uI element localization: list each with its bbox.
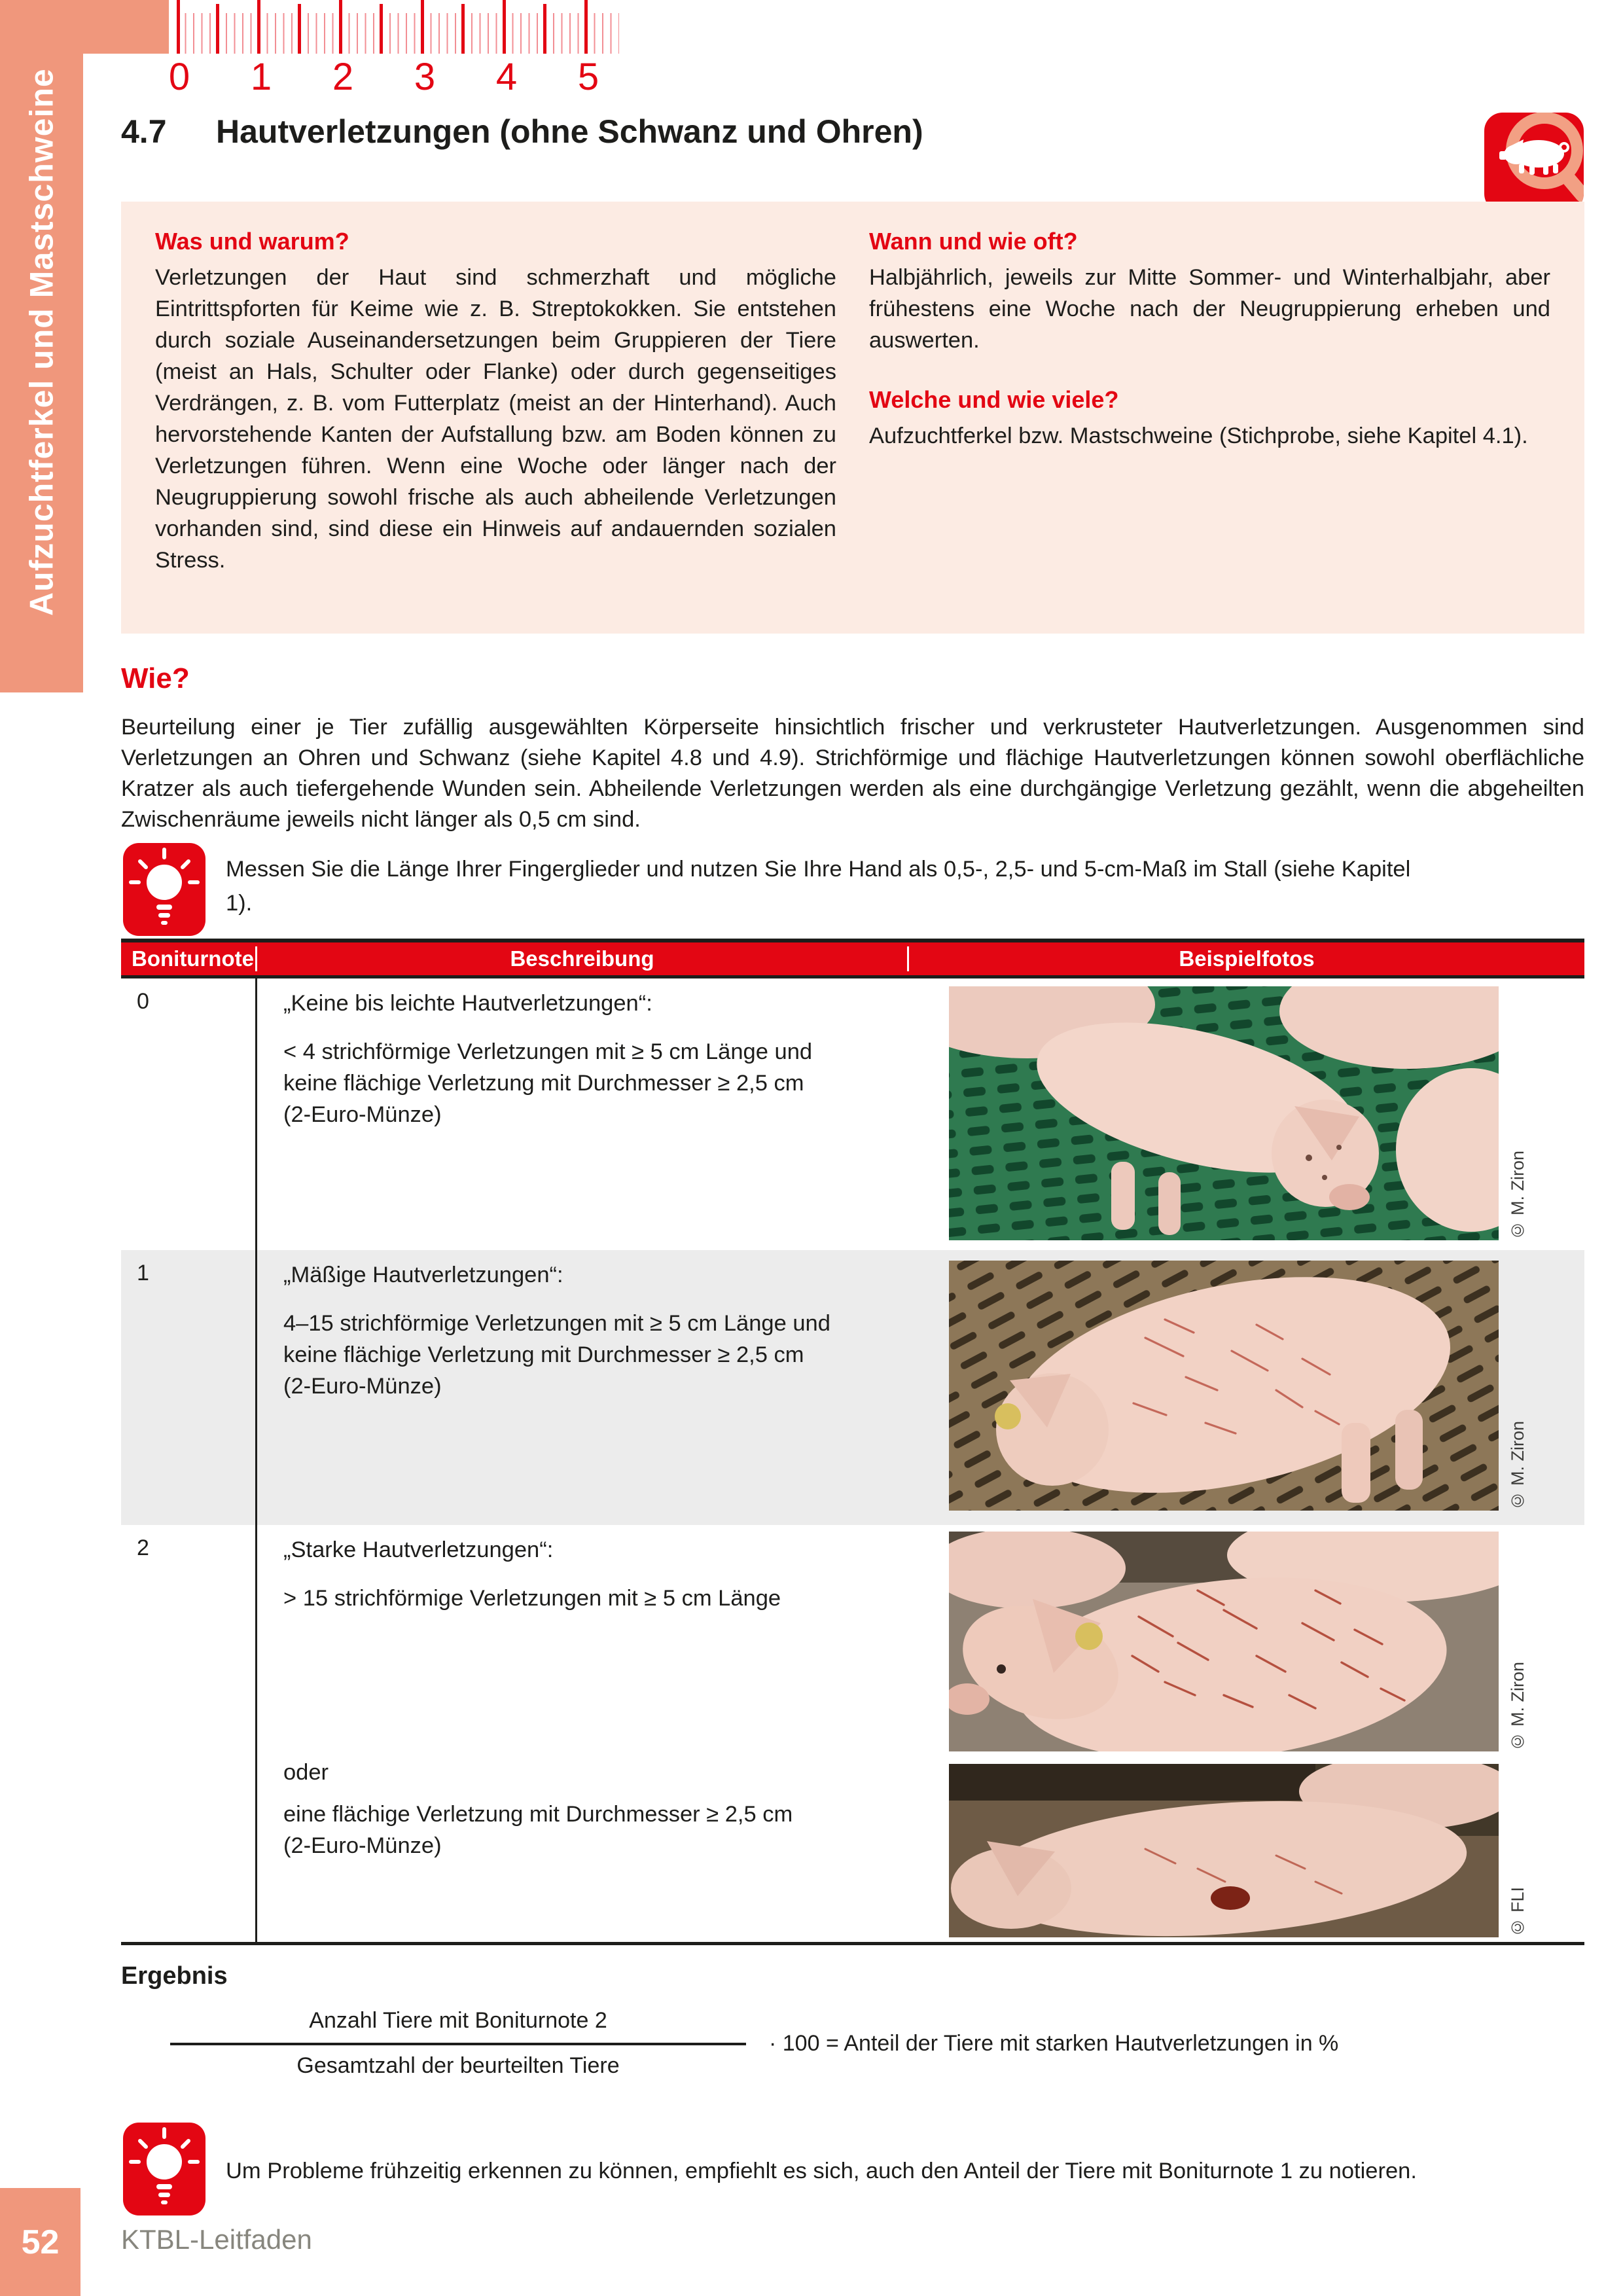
pig-magnifier-icon (1484, 113, 1584, 212)
ruler-number: 0 (168, 56, 190, 98)
photo-credit: © M. Ziron (1508, 1151, 1527, 1240)
footer-text: KTBL-Leitfaden (121, 2224, 312, 2255)
sidebar-label: Aufzuchtferkel und Mastschweine (23, 68, 60, 616)
grade-cell: 2 (137, 1535, 149, 1560)
how-body: Beurteilung einer je Tier zufällig ausgewählten Körperseite hinsichtlich frischer und verkrusteter Hautverletzungen. Ausgenommen sind Verletzungen an Ohren und Schwanz (siehe Kapitel 4.8 und 4.9). Strichförmige und flächige Hautverletzungen können sowohl oberflächliche Kratzer als auch tiefergehende Wunden sein. Abheilende Verletzungen werden als eine durchgängige Verletzung gezählt, wenn die abgeheilten Zwischenräume jeweils nicht länger als 0,5 cm sind. (121, 715, 1584, 832)
ruler-major-tick (257, 0, 260, 54)
scoring-table (121, 939, 1584, 1945)
tip-text: Messen Sie die Länge Ihrer Fingerglieder und nutzen Sie Ihre Hand als 0,5-, 2,5- und 5-cm-Maß im Stall (siehe Kapitel 1). (226, 857, 1411, 916)
ruler (168, 0, 619, 98)
description-title: „Keine bis leichte Hautverletzungen“: (283, 991, 652, 1016)
table-rule-bottom (121, 1942, 1584, 1945)
section-heading (121, 113, 923, 151)
photo-credit: © M. Ziron (1508, 1662, 1527, 1751)
info-body-when: Halbjährlich, jeweils zur Mitte Sommer- und Winterhalbjahr, aber frühestens eine Woche nach der Neugruppierung erheben und auswerten. (869, 265, 1550, 353)
description-cell (255, 1250, 907, 1525)
header-cell-description: Beschreibung (255, 946, 907, 971)
section-number: 4.7 (121, 113, 167, 150)
info-body-what: Verletzungen der Haut sind schmerzhaft und mögliche Eintrittspforten für Keime wie z. B. Streptokokken. Sie entstehen durch soziale Auseinandersetzungen beim Gruppieren der Tiere (meist an Hals, Schulter oder Flanke) oder durch gegenseitiges Verdrängen, z. B. vom Futterplatz (meist an der Hinterhand). Auch hervorstehende Kanten der Aufstallung bzw. am Boden können zu Verletzungen führen. Wenn eine Woche oder länger nach der Neugruppierung sowohl frische als auch abheilende Verletzungen vorhanden sind, sind diese ein Hinweis auf andauernden sozialen Stress. (155, 265, 836, 573)
ruler-major-tick (503, 0, 506, 54)
result-formula (170, 2008, 1338, 2079)
ruler-half-tick (543, 4, 546, 54)
example-photo-grade-0 (949, 986, 1499, 1240)
ruler-major-tick (421, 0, 424, 54)
description-title: „Starke Hautverletzungen“: (283, 1537, 554, 1562)
description-title: „Mäßige Hautverletzungen“: (283, 1263, 563, 1287)
spacer (283, 1614, 881, 1757)
description-cell (255, 1525, 907, 1942)
result-heading: Ergebnis (121, 1962, 228, 1990)
table-row-grade-2 (121, 1525, 1584, 1942)
formula-rhs: · 100 = Anteil der Tiere mit starken Hautverletzungen in % (769, 2030, 1339, 2056)
how-heading: Wie? (121, 662, 190, 694)
example-photo-grade-1 (949, 1261, 1499, 1511)
info-col-right (869, 228, 1550, 607)
ruler-number: 3 (414, 56, 436, 98)
table-row-grade-0 (121, 978, 1584, 1250)
info-box (121, 202, 1584, 634)
ruler-number: 2 (332, 56, 354, 98)
ruler-minor-ticks (177, 13, 619, 54)
lightbulb-icon (123, 843, 205, 936)
ruler-number: 5 (577, 56, 599, 98)
description-line: (2-Euro-Münze) (283, 1102, 442, 1127)
section-title: Hautverletzungen (ohne Schwanz und Ohren) (216, 113, 923, 150)
header-cell-grade: Boniturnote (132, 946, 254, 971)
description-line: (2-Euro-Münze) (283, 1833, 442, 1858)
photo-credit: © M. Ziron (1508, 1421, 1527, 1511)
description-line: (2-Euro-Münze) (283, 1374, 442, 1399)
description-line: > 15 strichförmige Verletzungen mit ≥ 5 cm Länge (283, 1586, 781, 1611)
ruler-number: 4 (495, 56, 518, 98)
example-photo-grade-2b (949, 1764, 1499, 1937)
grade-cell: 1 (137, 1261, 149, 1285)
info-col-left (155, 228, 836, 607)
header-cell-photos: Beispielfotos (907, 946, 1584, 971)
ruler-half-tick (298, 4, 301, 54)
info-heading-what: Was und warum? (155, 228, 349, 255)
photo-credit: © FLI (1508, 1887, 1527, 1937)
info-body-which: Aufzuchtferkel bzw. Mastschweine (Stichprobe, siehe Kapitel 4.1). (869, 423, 1528, 448)
ruler-half-tick (216, 4, 219, 54)
spacer (869, 356, 1550, 386)
formula-numerator: Anzahl Tiere mit Boniturnote 2 (170, 2008, 746, 2045)
photo-cell (907, 1250, 1584, 1525)
description-cell (255, 978, 907, 1250)
tip-text: Um Probleme frühzeitig erkennen zu können, empfiehlt es sich, auch den Anteil der Tiere mit Boniturnote 1 zu notieren. (226, 2159, 1417, 2183)
description-line: keine flächige Verletzung mit Durchmesser ≥ 2,5 cm (283, 1071, 804, 1096)
table-row-grade-1 (121, 1250, 1584, 1525)
lightbulb-icon (123, 2123, 205, 2215)
info-heading-when: Wann und wie oft? (869, 228, 1078, 255)
description-line: < 4 strichförmige Verletzungen mit ≥ 5 cm Länge und (283, 1039, 813, 1064)
ruler-half-tick (461, 4, 465, 54)
description-line: eine flächige Verletzung mit Durchmesser ≥ 2,5 cm (283, 1802, 793, 1827)
ruler-half-tick (380, 4, 383, 54)
photo-cell (907, 1525, 1584, 1942)
ruler-major-tick (584, 0, 588, 54)
table-header-row (121, 942, 1584, 975)
example-photo-grade-2a (949, 1532, 1499, 1751)
description-line: keine flächige Verletzung mit Durchmesser ≥ 2,5 cm (283, 1342, 804, 1367)
page-number-badge: 52 (0, 2188, 80, 2296)
info-heading-which: Welche und wie viele? (869, 386, 1119, 413)
grade-cell: 0 (137, 989, 149, 1014)
spacer (283, 1788, 881, 1799)
photo-cell (907, 978, 1584, 1250)
ruler-major-tick (177, 0, 180, 54)
description-line: 4–15 strichförmige Verletzungen mit ≥ 5 cm Länge und (283, 1311, 830, 1336)
description-connector: oder (283, 1760, 329, 1785)
formula-fraction (170, 2008, 746, 2079)
ruler-number: 1 (250, 56, 272, 98)
ruler-major-tick (339, 0, 342, 54)
formula-denominator: Gesamtzahl der beurteilten Tiere (296, 2053, 620, 2078)
